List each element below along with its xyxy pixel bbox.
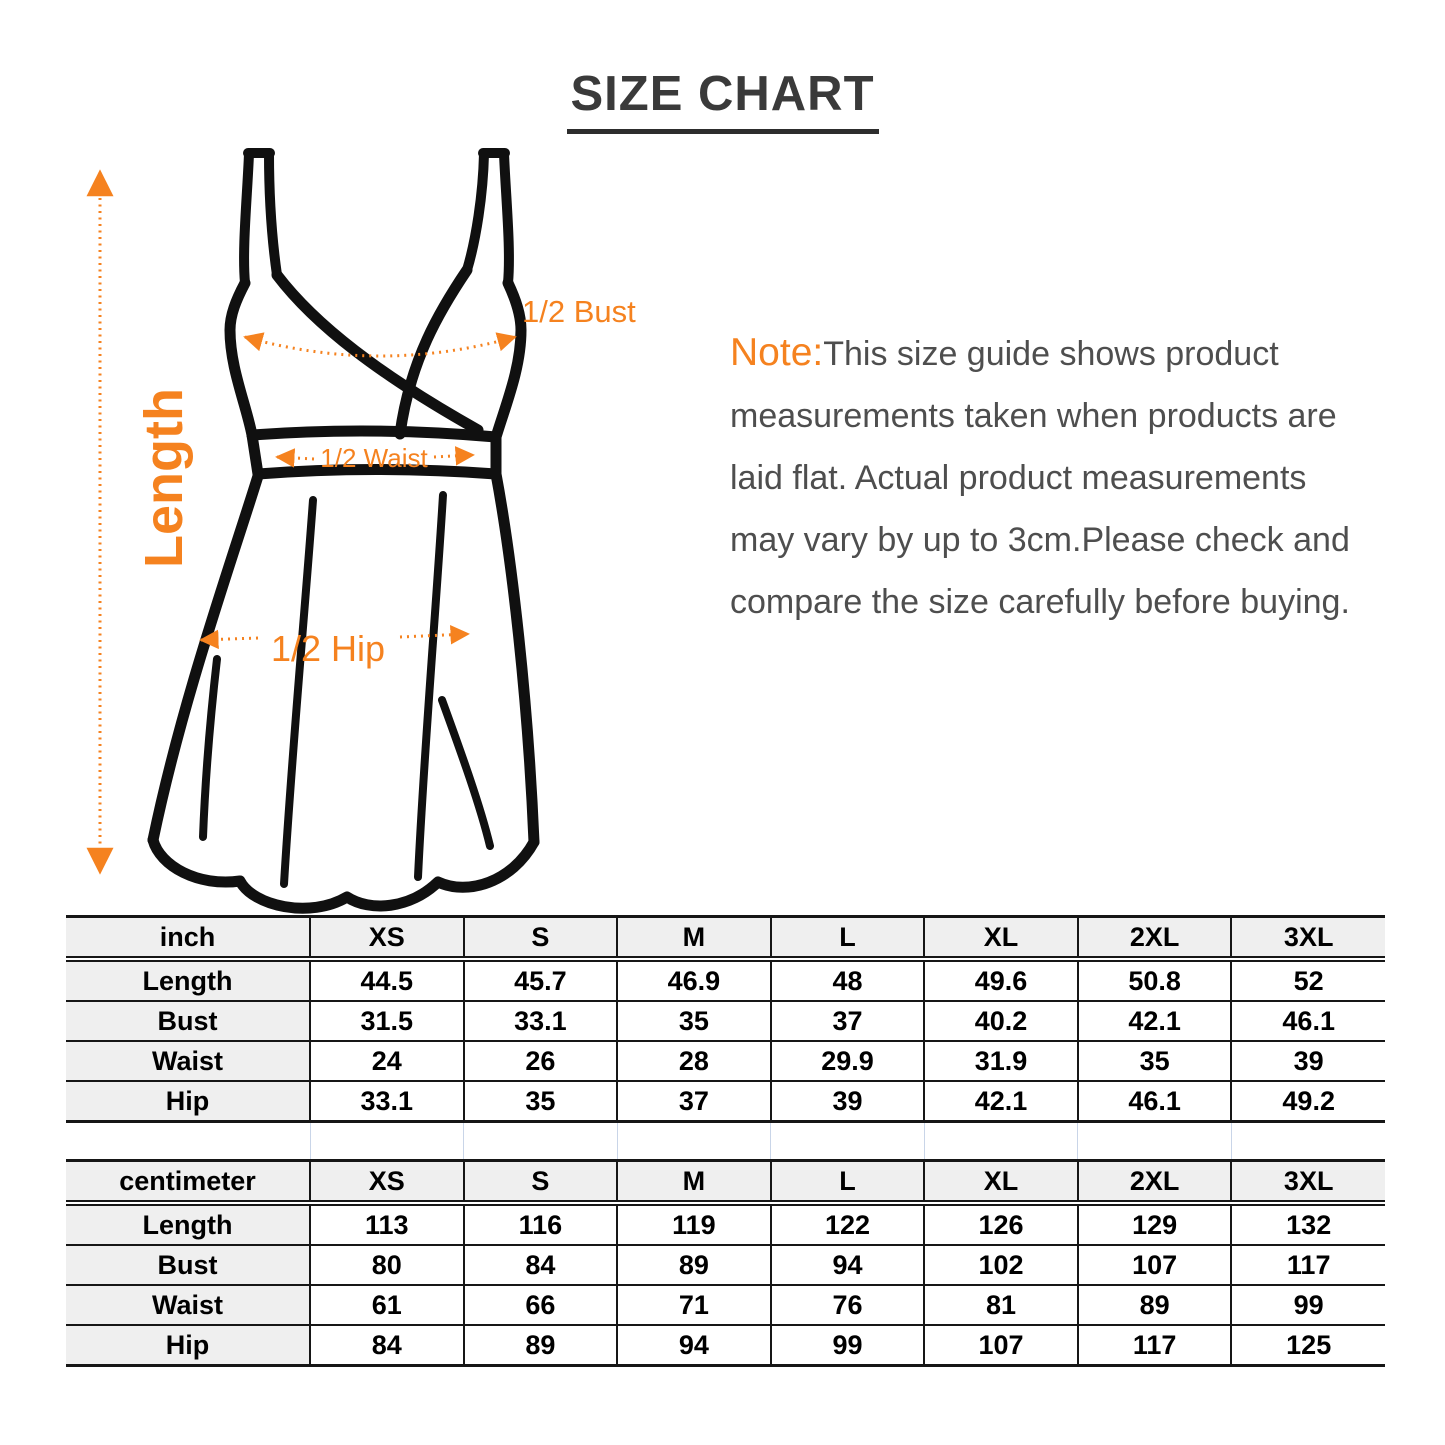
value-cell: 89	[617, 1245, 771, 1285]
value-cell: 29.9	[771, 1041, 925, 1081]
note-line: measurements taken when products are	[730, 397, 1337, 435]
row-label: Length	[66, 1203, 310, 1245]
size-tables	[66, 915, 1385, 1367]
value-cell: 76	[771, 1285, 925, 1325]
bodice-left-side	[230, 283, 252, 435]
size-header: S	[464, 917, 618, 960]
value-cell: 122	[771, 1203, 925, 1245]
value-cell: 49.2	[1231, 1081, 1385, 1122]
value-cell: 132	[1231, 1203, 1385, 1245]
unit-label: inch	[66, 917, 310, 960]
size-table	[66, 915, 1385, 1367]
value-cell: 46.9	[617, 959, 771, 1001]
row-label: Hip	[66, 1325, 310, 1366]
skirt-pleat-4	[442, 700, 490, 846]
value-cell: 44.5	[310, 959, 464, 1001]
value-cell: 39	[1231, 1041, 1385, 1081]
value-cell: 94	[617, 1325, 771, 1366]
value-cell: 99	[771, 1325, 925, 1366]
value-cell: 50.8	[1078, 959, 1232, 1001]
value-cell: 71	[617, 1285, 771, 1325]
length-label: Length	[134, 388, 194, 568]
size-header: XS	[310, 917, 464, 960]
value-cell: 116	[464, 1203, 618, 1245]
row-label: Hip	[66, 1081, 310, 1122]
skirt-right-edge	[496, 474, 534, 842]
value-cell: 66	[464, 1285, 618, 1325]
size-header: S	[464, 1161, 618, 1204]
value-cell: 48	[771, 959, 925, 1001]
value-cell: 31.9	[924, 1041, 1078, 1081]
size-header: 2XL	[1078, 1161, 1232, 1204]
spacer-cell	[66, 1122, 310, 1161]
value-cell: 46.1	[1231, 1001, 1385, 1041]
table-spacer-row	[66, 1122, 1385, 1161]
table-header-row	[66, 1161, 1385, 1204]
value-cell: 129	[1078, 1203, 1232, 1245]
table-row	[66, 1203, 1385, 1245]
value-cell: 61	[310, 1285, 464, 1325]
size-header: 3XL	[1231, 917, 1385, 960]
value-cell: 99	[1231, 1285, 1385, 1325]
table-row	[66, 1001, 1385, 1041]
skirt-pleat-1	[284, 500, 313, 884]
size-header: XL	[924, 917, 1078, 960]
spacer-cell	[310, 1122, 464, 1161]
value-cell: 94	[771, 1245, 925, 1285]
note-text	[730, 322, 1430, 633]
note-line: compare the size carefully before buying.	[730, 583, 1350, 621]
table-row	[66, 1325, 1385, 1366]
size-header: M	[617, 917, 771, 960]
bust-label: 1/2 Bust	[522, 294, 636, 329]
spacer-cell	[617, 1122, 771, 1161]
size-header: L	[771, 1161, 925, 1204]
row-label: Bust	[66, 1245, 310, 1285]
size-header: M	[617, 1161, 771, 1204]
value-cell: 42.1	[1078, 1001, 1232, 1041]
bodice-right-side	[496, 283, 521, 437]
value-cell: 45.7	[464, 959, 618, 1001]
value-cell: 126	[924, 1203, 1078, 1245]
value-cell: 26	[464, 1041, 618, 1081]
value-cell: 89	[1078, 1285, 1232, 1325]
page-title-text: SIZE CHART	[567, 66, 879, 134]
value-cell: 35	[1078, 1041, 1232, 1081]
spacer-cell	[464, 1122, 618, 1161]
value-cell: 107	[924, 1325, 1078, 1366]
page-title	[0, 66, 1445, 134]
skirt-pleat-2	[418, 495, 443, 877]
table-row	[66, 1245, 1385, 1285]
table-row	[66, 1081, 1385, 1122]
skirt-pleat-3	[203, 659, 217, 837]
dress-outline	[153, 153, 534, 908]
note-line: may vary by up to 3cm.Please check and	[730, 521, 1350, 559]
row-label: Bust	[66, 1001, 310, 1041]
right-strap-outer	[504, 154, 509, 283]
spacer-cell	[1078, 1122, 1232, 1161]
spacer-cell	[924, 1122, 1078, 1161]
table-row	[66, 959, 1385, 1001]
left-strap-inner	[269, 154, 277, 275]
dress-diagram-svg	[60, 140, 680, 920]
waistband-top	[252, 431, 496, 437]
value-cell: 80	[310, 1245, 464, 1285]
waistband-left-cap	[252, 435, 258, 474]
value-cell: 28	[617, 1041, 771, 1081]
skirt-hem	[153, 840, 534, 908]
bust-arrow	[245, 337, 515, 356]
unit-label: centimeter	[66, 1161, 310, 1204]
hip-label: 1/2 Hip	[270, 628, 386, 669]
value-cell: 81	[924, 1285, 1078, 1325]
note-prefix: Note:	[730, 331, 824, 374]
row-label: Waist	[66, 1041, 310, 1081]
table-row	[66, 1285, 1385, 1325]
value-cell: 42.1	[924, 1081, 1078, 1122]
row-label: Length	[66, 959, 310, 1001]
table-header-row	[66, 917, 1385, 960]
dress-measurement-diagram	[60, 140, 680, 920]
value-cell: 49.6	[924, 959, 1078, 1001]
left-strap-outer	[244, 154, 249, 283]
row-label: Waist	[66, 1285, 310, 1325]
size-header: 3XL	[1231, 1161, 1385, 1204]
value-cell: 33.1	[464, 1001, 618, 1041]
value-cell: 84	[464, 1245, 618, 1285]
value-cell: 52	[1231, 959, 1385, 1001]
value-cell: 125	[1231, 1325, 1385, 1366]
value-cell: 119	[617, 1203, 771, 1245]
size-table-body	[66, 917, 1385, 1366]
size-header: XL	[924, 1161, 1078, 1204]
waist-label: 1/2 Waist	[320, 443, 428, 473]
size-header: XS	[310, 1161, 464, 1204]
note-line: laid flat. Actual product measurements	[730, 459, 1307, 497]
value-cell: 84	[310, 1325, 464, 1366]
value-cell: 37	[771, 1001, 925, 1041]
value-cell: 117	[1231, 1245, 1385, 1285]
value-cell: 35	[464, 1081, 618, 1122]
value-cell: 46.1	[1078, 1081, 1232, 1122]
spacer-cell	[1231, 1122, 1385, 1161]
value-cell: 113	[310, 1203, 464, 1245]
value-cell: 33.1	[310, 1081, 464, 1122]
value-cell: 102	[924, 1245, 1078, 1285]
value-cell: 40.2	[924, 1001, 1078, 1041]
value-cell: 31.5	[310, 1001, 464, 1041]
spacer-cell	[771, 1122, 925, 1161]
value-cell: 89	[464, 1325, 618, 1366]
size-header: 2XL	[1078, 917, 1232, 960]
value-cell: 107	[1078, 1245, 1232, 1285]
value-cell: 39	[771, 1081, 925, 1122]
value-cell: 37	[617, 1081, 771, 1122]
value-cell: 117	[1078, 1325, 1232, 1366]
size-header: L	[771, 917, 925, 960]
note-line: Note:This size guide shows product	[730, 331, 1279, 374]
table-row	[66, 1041, 1385, 1081]
value-cell: 35	[617, 1001, 771, 1041]
right-strap-inner	[467, 154, 484, 270]
value-cell: 24	[310, 1041, 464, 1081]
